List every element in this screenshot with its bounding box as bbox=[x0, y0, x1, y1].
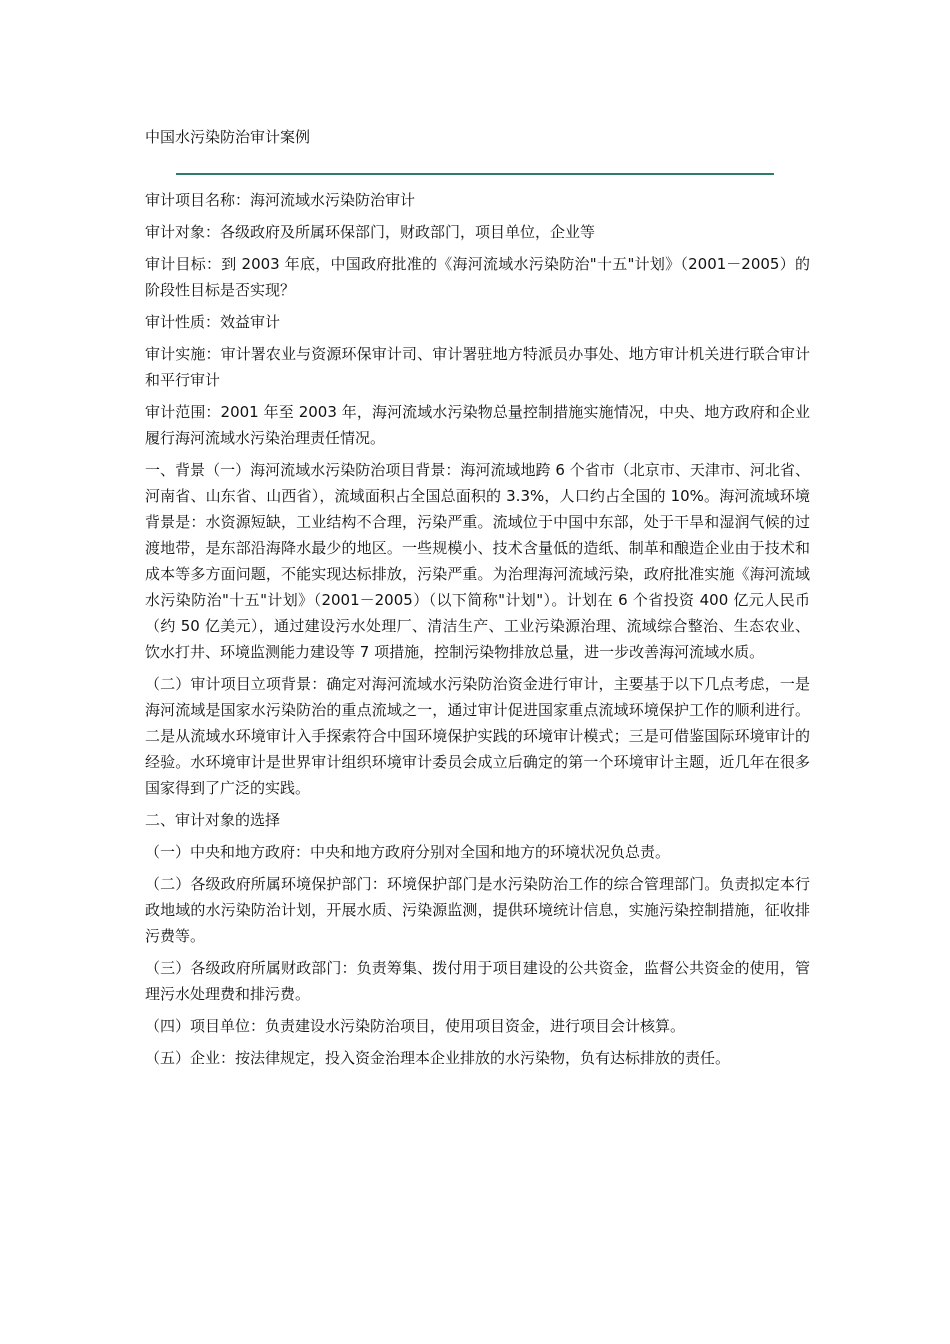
paragraph-project-units: （四）项目单位：负责建设水污染防治项目，使用项目资金，进行项目会计核算。 bbox=[145, 1017, 686, 1035]
paragraph-audit-objects: 审计对象：各级政府及所属环保部门，财政部门，项目单位，企业等 bbox=[145, 223, 596, 241]
paragraph-audit-goal: 审计目标：到 2003 年底，中国政府批准的《海河流域水污染防治"十五"计划》（2001－2005）的阶段性目标是否实现？ bbox=[145, 255, 810, 299]
paragraph-environmental-departments: （二）各级政府所属环境保护部门：环境保护部门是水污染防治工作的综合管理部门。负责拟定本行政地域的水污染防治计划，开展水质、污染源监测，提供环境统计信息，实施污染控制措施，征收排污费等。 bbox=[145, 875, 810, 945]
paragraph-project-initiation: （二）审计项目立项背景：确定对海河流域水污染防治资金进行审计，主要基于以下几点考虑，一是海河流域是国家水污染防治的重点流域之一，通过审计促进国家重点流域环境保护工作的顺利进行。二是从流域水环境审计入手探索符合中国环境保护实践的环境审计模式；三是可借鉴国际环境审计的经验。水环境审计是世界审计组织环境审计委员会成立后确定的第一个环境审计主题，近几年在很多国家得到了广泛的实践。 bbox=[145, 675, 810, 797]
paragraph-audit-implementation: 审计实施：审计署农业与资源环保审计司、审计署驻地方特派员办事处、地方审计机关进行联合审计和平行审计 bbox=[145, 345, 810, 389]
document-body bbox=[145, 187, 810, 1077]
document-title: 中国水污染防治审计案例 bbox=[145, 128, 311, 146]
paragraph-governments: （一）中央和地方政府：中央和地方政府分别对全国和地方的环境状况负总责。 bbox=[145, 843, 671, 861]
paragraph-audit-scope: 审计范围：2001 年至 2003 年，海河流域水污染物总量控制措施实施情况，中央、地方政府和企业履行海河流域水污染治理责任情况。 bbox=[145, 403, 810, 447]
title-divider bbox=[176, 173, 774, 175]
paragraph-background: 一、背景（一）海河流域水污染防治项目背景：海河流域地跨 6 个省市（北京市、天津市、河北省、河南省、山东省、山西省），流域面积占全国总面积的 3.3%，人口约占全国的 10%。海河流域环境背景是：水资源短缺，工业结构不合理，污染严重。流域位于中国中东部，处于干旱和湿润气候的过渡地带，是东部沿海降水最少的地区。一些规模小、技术含量低的造纸、制革和酿造企业由于技术和成本等多方面问题，不能实现达标排放，污染严重。为治理海河流域污染，政府批准实施《海河流域水污染防治"十五"计划》（2001－2005）（以下简称"计划"）。计划在 6 个省投资 400 亿元人民币（约 50 亿美元），通过建设污水处理厂、清洁生产、工业污染源治理、流域综合整治、生态农业、饮水打井、环境监测能力建设等 7 项措施，控制污染物排放总量，进一步改善海河流域水质。 bbox=[145, 461, 810, 661]
paragraph-audit-nature: 审计性质：效益审计 bbox=[145, 313, 281, 331]
paragraph-finance-departments: （三）各级政府所属财政部门：负责筹集、拨付用于项目建设的公共资金，监督公共资金的使用，管理污水处理费和排污费。 bbox=[145, 959, 810, 1003]
paragraph-project-name: 审计项目名称：海河流域水污染防治审计 bbox=[145, 191, 416, 209]
paragraph-enterprises: （五）企业：按法律规定，投入资金治理本企业排放的水污染物，负有达标排放的责任。 bbox=[145, 1049, 731, 1067]
section-heading-audit-objects: 二、审计对象的选择 bbox=[145, 811, 281, 829]
